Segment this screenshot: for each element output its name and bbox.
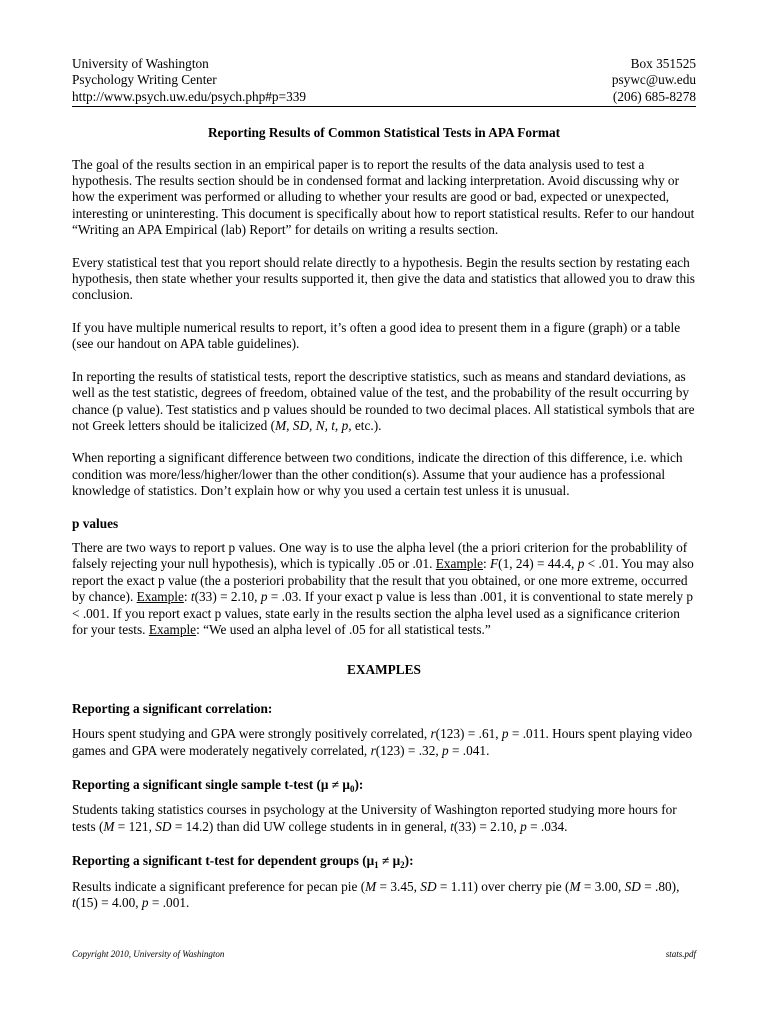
document-page [72,56,696,929]
text-run: = 3.00, [580,878,625,894]
examples-heading: EXAMPLES [347,662,421,678]
intro-paragraph-5: When reporting a significant difference between two conditions, indicate the direction of this difference, i.e. which condition was more/less/higher/lower than the other condition(s). Assume that your audience has a professional knowledge of statistics. Don’t explain how or why you used a certain test unless it is unusual. [72,450,683,499]
example-label: Example [148,621,197,637]
symbol-list: M, SD, N, t, p, [275,417,352,433]
text-run: < .01. You may also report the exact p value (the a posteriori probability that the result that you obtained, or one more extreme, occurred by chance). [72,556,694,605]
stat-symbol: t [450,818,454,834]
letterhead-left [72,56,306,105]
single-sample-t-test-example [72,802,696,835]
stat-symbol: p [501,726,509,742]
text-run: = .041. [448,742,490,758]
university-name: University of Washington [72,56,209,71]
text-run: (123) = .61, [435,726,502,742]
document-title: Reporting Results of Common Statistical Tests in APA Format [207,125,561,141]
intro-paragraph-3: If you have multiple numerical results to report, it’s often a good idea to present them in a figure (graph) or a table (see our handout on APA table guidelines). [72,319,681,352]
text-run: : “We used an alpha level of .05 for all statistical tests.” [196,621,491,637]
text-run: (15) = 4.00, [75,895,142,911]
stat-symbol: SD [420,878,437,894]
center-name: Psychology Writing Center [72,72,217,88]
text-run: = .001. [148,895,190,911]
correlation-heading: Reporting a significant correlation: [72,700,273,716]
stat-symbol: p [141,895,149,911]
stat-symbol: SD [624,878,641,894]
text-run: = .03. If your exact p value is less than .001, it is conventional to state merely p < .001. If you report exact p values, state early in the results section the alpha level used as a significance criterion for your tests. [72,589,693,637]
text-run: = 3.45, [376,878,421,894]
phone-number: (206) 685-8278 [612,88,696,104]
text-run: : [483,556,491,572]
stat-symbol: r [430,726,436,742]
example-label: Example [136,589,184,605]
text-run: etc.). [351,417,382,433]
stat-symbol: p [577,556,585,572]
stat-symbol: t [190,589,195,605]
text-run: Reporting a significant t-test for dependent groups (μ [72,853,375,869]
stat-symbol: SD [155,818,172,834]
text-run: = 1.11) over cherry pie ( [436,878,570,894]
text-run: Hours spent studying and GPA were strongly positively correlated, [72,726,431,742]
subscript: 0 [349,784,355,794]
text-run: = .034. [526,818,568,834]
stat-symbol: p [520,818,527,834]
correlation-example [72,726,696,759]
stat-symbol: F [490,556,499,572]
text-run: : [183,589,191,605]
text-run: In reporting the results of statistical tests, report the descriptive statistics, such as means and standard deviations, as well as the test statistic, degrees of freedom, obtained value of the test, and the probability of the result occurring by chance (p value). Test statistics and p values should be rounded to two decimal places. All statistical symbols that are not Greek letters should be italicized ( [72,368,695,433]
text-run: (123) = .32, [375,742,442,758]
example-label: Example [435,556,484,572]
text-run: (33) = 2.10, [194,589,261,605]
intro-paragraph-2: Every statistical test that you report should relate directly to a hypothesis. Begin the results section by restating each hypothesis, then state whether your results supported it, then give the data and statistics that allowed you to draw this conclusion. [72,254,695,303]
stat-symbol: r [370,742,376,758]
text-run: Reporting a significant single sample t-test (μ ≠ μ [72,777,350,792]
text-run: = .80), [640,878,680,894]
stat-symbol: M [103,818,115,834]
stat-symbol: t [72,895,76,911]
text-run: ≠ μ [378,853,401,869]
website-url: http://www.psych.uw.edu/psych.php#p=339 [72,88,307,104]
text-run: = 121, [114,818,156,834]
text-run: (33) = 2.10, [453,818,521,834]
mailing-box: Box 351525 [630,56,696,71]
subscript: 1 [374,860,379,871]
intro-paragraph-1: The goal of the results section in an empirical paper is to report the results of the data analysis used to test a hypothesis. The results section should be in condensed format and lacking interpretation. Avoid discussing why or how the experiment was performed or alluding to whether your results are good or bad, expected or unexpected, interesting or uninteresting. This document is specifically about how to report statistical results. Refer to our handout “Writing an APA Empirical (lab) Report” for details on writing a results section. [72,156,695,238]
text-run: Results indicate a significant preference for pecan pie ( [72,878,366,894]
text-run: (1, 24) = 44.4, [498,556,578,572]
stat-symbol: M [365,878,377,894]
text-run: There are two ways to report p values. One way is to use the alpha level (the a priori criterion for the probablility of falsely rejecting your null hypothesis), which is typically .05 or .01. [72,539,688,572]
text-run: ): [404,853,414,869]
stat-symbol: p [442,742,449,758]
p-values-paragraph [72,540,696,638]
single-sample-t-test-heading [72,777,696,793]
text-run: = 14.2) than did UW college students in in general, [171,818,451,834]
subscript: 2 [400,860,405,871]
intro-paragraph-4 [72,369,696,435]
stat-symbol: M [569,878,581,894]
stat-symbol: p [260,589,268,605]
letterhead-right [612,56,696,105]
p-values-heading: p values [72,515,119,531]
page-footer [72,949,696,960]
dependent-t-test-heading [72,853,696,869]
letterhead [72,56,696,107]
copyright-notice: Copyright 2010, University of Washington [72,949,225,959]
text-run: = .011. Hours spent playing video games and GPA were moderately negatively correlated, [72,726,693,758]
text-run: ): [354,777,364,792]
dependent-t-test-example [72,879,696,912]
text-run: Students taking statistics courses in psychology at the University of Washington reported studying more hours for tests ( [72,802,677,834]
file-name: stats.pdf [665,949,696,959]
email-address: psywc@uw.edu [611,72,696,88]
